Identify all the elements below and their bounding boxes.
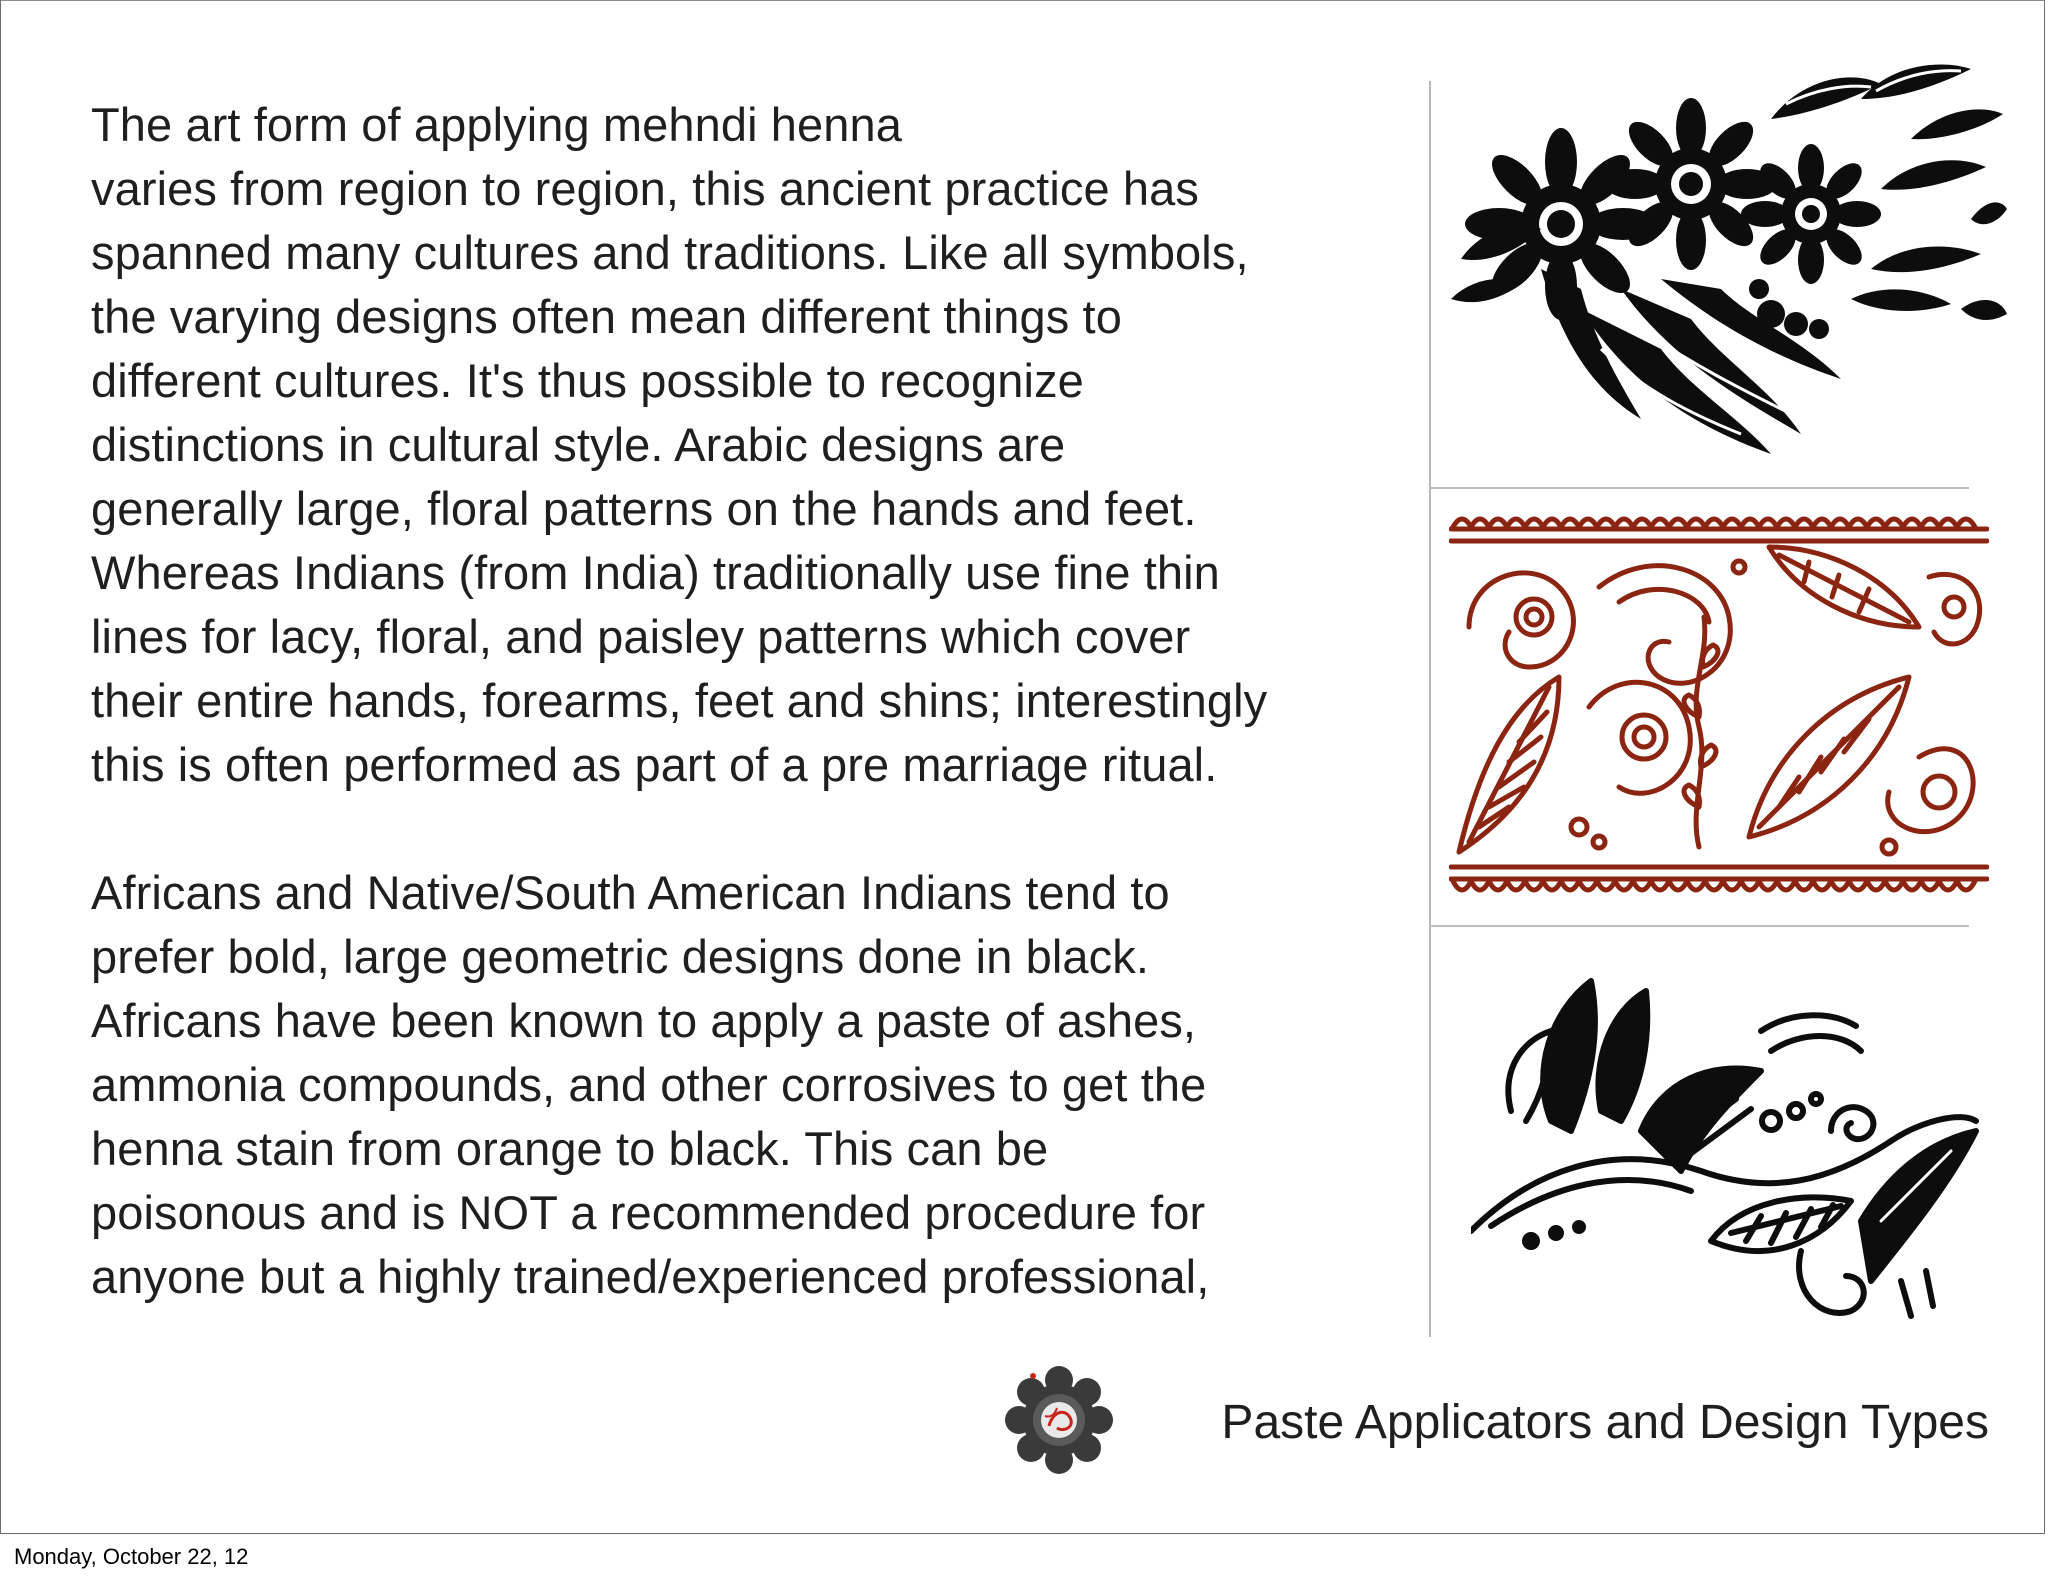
text-line: anyone but a highly trained/experienced professional,	[91, 1250, 1210, 1303]
footer-title: Paste Applicators and Design Types	[1221, 1396, 1989, 1449]
text-line: The art form of applying mehndi henna	[91, 98, 903, 151]
text-line: varies from region to region, this ancient practice has	[91, 162, 1199, 215]
horizontal-divider	[1431, 487, 1969, 489]
text-line: distinctions in cultural style. Arabic designs are	[91, 418, 1066, 471]
paragraph-1	[91, 93, 1421, 797]
henna-mandala-logo	[999, 1363, 1119, 1477]
text-line: Africans and Native/South American Indians tend to	[91, 866, 1170, 919]
text-line: different cultures. It's thus possible to recognize	[91, 354, 1084, 407]
text-line: generally large, floral patterns on the hands and feet.	[91, 482, 1197, 535]
text-line: henna stain from orange to black. This can be	[91, 1122, 1049, 1175]
text-line: prefer bold, large geometric designs done in black.	[91, 930, 1149, 983]
black-floral-henna-image	[1441, 59, 2007, 459]
paragraph-2	[91, 861, 1421, 1309]
paragraph-gap	[91, 797, 1421, 861]
horizontal-divider	[1431, 925, 1969, 927]
body-text	[91, 93, 1421, 1309]
text-line: the varying designs often mean different things to	[91, 290, 1122, 343]
text-line: spanned many cultures and traditions. Like all symbols,	[91, 226, 1249, 279]
vertical-divider	[1429, 81, 1431, 1337]
text-line: ammonia compounds, and other corrosives to get the	[91, 1058, 1207, 1111]
text-line: their entire hands, forearms, feet and shins; interestingly	[91, 674, 1268, 727]
status-date: Monday, October 22, 12	[14, 1544, 249, 1569]
text-line: Africans have been known to apply a paste of ashes,	[91, 994, 1197, 1047]
red-paisley-henna-image	[1449, 507, 1989, 907]
text-line: Whereas Indians (from India) traditionally use fine thin	[91, 546, 1220, 599]
text-line: lines for lacy, floral, and paisley patterns which cover	[91, 610, 1191, 663]
black-paisley-henna-image	[1471, 971, 1981, 1331]
text-line: poisonous and is NOT a recommended procedure for	[91, 1186, 1206, 1239]
text-line: this is often performed as part of a pre marriage ritual.	[91, 738, 1218, 791]
